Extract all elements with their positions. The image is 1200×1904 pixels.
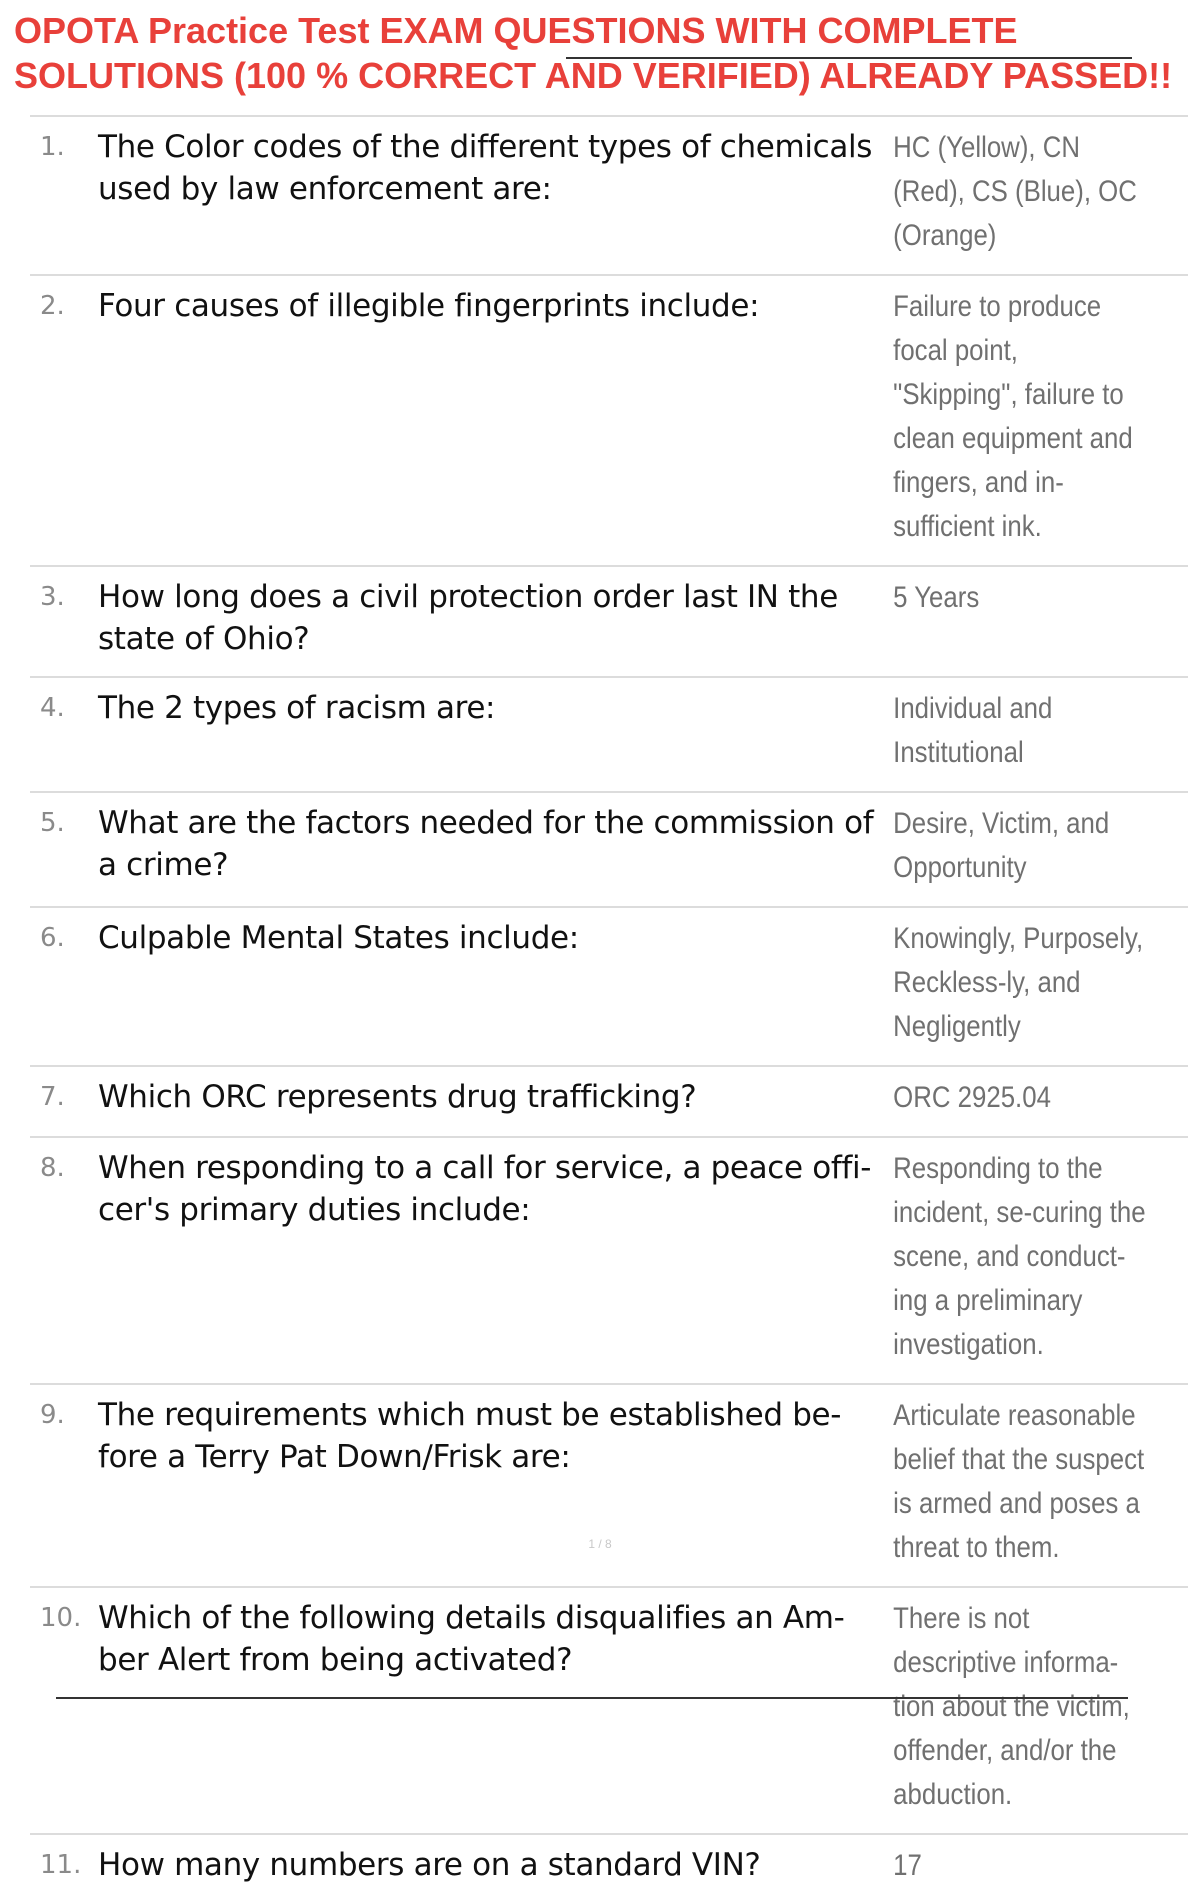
- question-text: When responding to a call for service, a peace offi-cer's primary duties include:: [98, 1150, 872, 1228]
- answer-text: Knowingly, Purposely, Reckless-ly, and Negligently: [893, 922, 1144, 1043]
- qa-row: [30, 906, 1188, 1065]
- qa-row: [30, 791, 1188, 906]
- title-underline: [566, 57, 1132, 59]
- question-text: How long does a civil protection order last IN the state of Ohio?: [98, 579, 838, 657]
- question-text: Which ORC represents drug trafficking?: [98, 1079, 697, 1115]
- question-number: 1.: [40, 132, 65, 162]
- qa-row: [30, 115, 1188, 274]
- answer-text: Responding to the incident, se-curing the scene, and conduct-ing a preliminary investigation.: [893, 1152, 1146, 1361]
- qa-list: [30, 115, 1188, 1904]
- qa-row: [30, 1136, 1188, 1383]
- question-number: 9.: [40, 1400, 65, 1430]
- qa-row: [30, 1383, 1188, 1586]
- answer-text: HC (Yellow), CN (Red), CS (Blue), OC (Orange): [893, 131, 1137, 252]
- question-number: 4.: [40, 693, 65, 723]
- title-line-2: SOLUTIONS (100 % CORRECT AND VERIFIED) ALREADY PASSED!!: [14, 55, 1173, 96]
- answer-text: There is not descriptive informa-tion about the victim, offender, and/or the abduction.: [893, 1602, 1130, 1811]
- question-number: 6.: [40, 923, 65, 953]
- question-number: 11.: [40, 1850, 82, 1880]
- page-title: [14, 8, 1184, 98]
- page-number: 1 / 8: [588, 1537, 612, 1551]
- answer-text: 17: [893, 1849, 922, 1882]
- question-text: Culpable Mental States include:: [98, 920, 579, 956]
- question-number: 3.: [40, 582, 65, 612]
- question-text: Four causes of illegible fingerprints include:: [98, 288, 760, 324]
- question-text: Which of the following details disqualifies an Am-ber Alert from being activated?: [98, 1600, 845, 1678]
- question-number: 5.: [40, 808, 65, 838]
- title-line-1: OPOTA Practice Test EXAM QUESTIONS WITH COMPLETE: [14, 10, 1018, 51]
- qa-row: [30, 1065, 1188, 1136]
- answer-text: Articulate reasonable belief that the suspect is armed and poses a threat to them.: [893, 1399, 1145, 1564]
- question-text: The Color codes of the different types of chemicals used by law enforcement are:: [98, 129, 873, 207]
- question-text: The requirements which must be established be-fore a Terry Pat Down/Frisk are:: [98, 1397, 842, 1475]
- qa-row: [30, 274, 1188, 565]
- question-text: How many numbers are on a standard VIN?: [98, 1847, 761, 1883]
- qa-row: [30, 565, 1188, 676]
- qa-row: [30, 1586, 1188, 1833]
- answer-text: 5 Years: [893, 581, 980, 614]
- qa-row: [30, 676, 1188, 791]
- question-number: 7.: [40, 1082, 65, 1112]
- answer-text: ORC 2925.04: [893, 1081, 1051, 1114]
- question-number: 10.: [40, 1603, 82, 1633]
- answer-text: Failure to produce focal point, "Skipping", failure to clean equipment and fingers, and in-sufficient ink.: [893, 290, 1133, 543]
- question-text: What are the factors needed for the commission of a crime?: [98, 805, 874, 883]
- answer-text: Individual and Institutional: [893, 692, 1053, 769]
- question-number: 8.: [40, 1153, 65, 1183]
- answer-text: Desire, Victim, and Opportunity: [893, 807, 1110, 884]
- question-number: 2.: [40, 291, 65, 321]
- question-text: The 2 types of racism are:: [98, 690, 496, 726]
- qa-row: [30, 1833, 1188, 1904]
- bottom-divider: [56, 1697, 1128, 1699]
